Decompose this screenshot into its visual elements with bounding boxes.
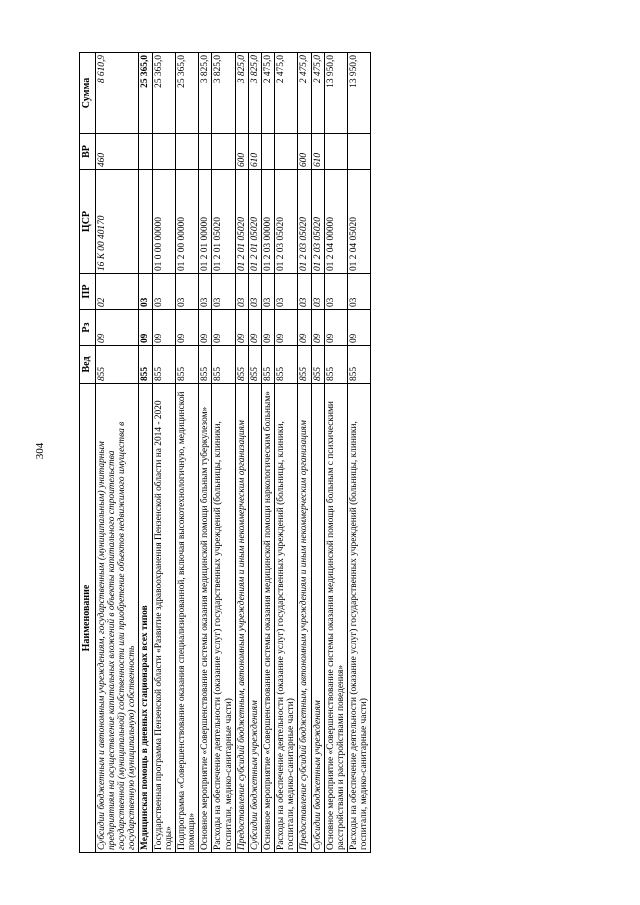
cell-rz: 09: [199, 310, 212, 346]
cell-vea: 855: [298, 346, 311, 384]
budget-table: [79, 52, 371, 853]
cell-pr: 03: [261, 274, 274, 310]
header-name: Наименование: [80, 384, 96, 853]
cell-pr: 03: [199, 274, 212, 310]
cell-pr: 03: [248, 274, 261, 310]
cell-csr: [139, 170, 152, 274]
table-row: [212, 53, 235, 853]
cell-vea: 855: [212, 346, 235, 384]
cell-vr: [348, 134, 371, 170]
cell-csr: 01 2 01 05020: [235, 170, 248, 274]
cell-csr: 01 2 01 05020: [212, 170, 235, 274]
cell-name: Расходы на обеспечение деятельности (оказание услуг) государственных учреждений (больницы, клиники, госпитали, медико-санитарные части): [275, 384, 298, 853]
cell-rz: 09: [275, 310, 298, 346]
cell-name: Основное мероприятие «Совершенствование системы оказания медицинской помощи наркологическим больным»: [261, 384, 274, 853]
cell-pr: 03: [175, 274, 198, 310]
cell-sum: 25 365,0: [152, 53, 175, 134]
table-row: [248, 53, 261, 853]
cell-vea: 855: [324, 346, 347, 384]
cell-vea: 855: [139, 346, 152, 384]
cell-vr: [152, 134, 175, 170]
cell-rz: 09: [261, 310, 274, 346]
cell-pr: 03: [212, 274, 235, 310]
cell-rz: 09: [152, 310, 175, 346]
cell-csr: 01 2 04 00000: [324, 170, 347, 274]
cell-csr: 01 2 03 05020: [311, 170, 324, 274]
cell-pr: 03: [348, 274, 371, 310]
cell-rz: 09: [235, 310, 248, 346]
cell-vr: 600: [235, 134, 248, 170]
cell-vr: [175, 134, 198, 170]
cell-csr: 01 2 03 00000: [261, 170, 274, 274]
cell-sum: 2 475,0: [275, 53, 298, 134]
cell-sum: 3 825,0: [199, 53, 212, 134]
cell-csr: 01 2 03 05020: [298, 170, 311, 274]
header-sum: Сумма: [80, 53, 96, 134]
cell-sum: 3 825,0: [248, 53, 261, 134]
cell-rz: 09: [95, 310, 139, 346]
cell-vea: 855: [248, 346, 261, 384]
cell-rz: 09: [348, 310, 371, 346]
cell-vr: 460: [95, 134, 139, 170]
cell-vr: 610: [311, 134, 324, 170]
cell-csr: 01 2 01 05020: [248, 170, 261, 274]
cell-vea: 855: [261, 346, 274, 384]
cell-vea: 855: [275, 346, 298, 384]
table-row: [298, 53, 311, 853]
table-row: [275, 53, 298, 853]
cell-sum: 3 825,0: [235, 53, 248, 134]
cell-pr: 03: [139, 274, 152, 310]
cell-rz: 09: [324, 310, 347, 346]
table-row: [199, 53, 212, 853]
cell-name: Основное мероприятие «Совершенствование системы оказания медицинской помощи больным туберкулезом»: [199, 384, 212, 853]
page-number: 304: [34, 442, 46, 460]
cell-rz: 09: [139, 310, 152, 346]
header-vea: Вед: [80, 346, 96, 384]
cell-name: Предоставление субсидий бюджетным, автономным учреждениям и иным некоммерческим организациям: [298, 384, 311, 853]
cell-vr: [275, 134, 298, 170]
cell-pr: 03: [235, 274, 248, 310]
table-row: [348, 53, 371, 853]
cell-name: Субсидии бюджетным учреждениям: [248, 384, 261, 853]
table-body: [95, 53, 371, 853]
cell-vea: 855: [152, 346, 175, 384]
cell-name: Расходы на обеспечение деятельности (оказание услуг) государственных учреждений (больницы, клиники, госпитали, медико-санитарные части): [348, 384, 371, 853]
cell-rz: 09: [248, 310, 261, 346]
table-row: [139, 53, 152, 853]
cell-csr: 01 2 03 05020: [275, 170, 298, 274]
header-csr: ЦСР: [80, 170, 96, 274]
table-row: [324, 53, 347, 853]
cell-csr: 01 2 04 05020: [348, 170, 371, 274]
cell-vea: 855: [95, 346, 139, 384]
cell-rz: 09: [298, 310, 311, 346]
cell-sum: 25 365,0: [175, 53, 198, 134]
cell-pr: 03: [298, 274, 311, 310]
budget-table-rotated: [79, 53, 570, 853]
cell-csr: 01 2 00 00000: [175, 170, 198, 274]
cell-pr: 03: [324, 274, 347, 310]
table-row: [175, 53, 198, 853]
cell-sum: 8 610,9: [95, 53, 139, 134]
cell-csr: 01 2 01 00000: [199, 170, 212, 274]
cell-pr: 02: [95, 274, 139, 310]
cell-name: Субсидии бюджетным учреждениям: [311, 384, 324, 853]
cell-vea: 855: [311, 346, 324, 384]
cell-vea: 855: [348, 346, 371, 384]
cell-sum: 2 475,0: [311, 53, 324, 134]
header-vr: ВР: [80, 134, 96, 170]
cell-sum: 25 365,0: [139, 53, 152, 134]
cell-sum: 13 950,0: [348, 53, 371, 134]
table-row: [261, 53, 274, 853]
cell-vr: [199, 134, 212, 170]
cell-name: Основное мероприятие «Совершенствование системы оказания медицинской помощи больным с психическими расстройствами и расстройствами поведения»: [324, 384, 347, 853]
cell-name: Предоставление субсидий бюджетным, автономным учреждениям и иным некоммерческим организациям: [235, 384, 248, 853]
cell-name: Расходы на обеспечение деятельности (оказание услуг) государственных учреждений (больницы, клиники, госпитали, медико-санитарные части): [212, 384, 235, 853]
cell-csr: 01 0 00 00000: [152, 170, 175, 274]
cell-vr: [139, 134, 152, 170]
cell-pr: 03: [311, 274, 324, 310]
table-row: [235, 53, 248, 853]
cell-pr: 03: [275, 274, 298, 310]
cell-vr: [324, 134, 347, 170]
cell-vea: 855: [235, 346, 248, 384]
cell-name: Подпрограмма «Совершенствование оказания специализированной, включая высокотехнологичную, медицинской помощи»: [175, 384, 198, 853]
cell-rz: 09: [175, 310, 198, 346]
cell-sum: 2 475,0: [298, 53, 311, 134]
cell-sum: 13 950,0: [324, 53, 347, 134]
cell-vea: 855: [199, 346, 212, 384]
table-header-row: [80, 53, 96, 853]
table-row: [95, 53, 139, 853]
cell-vr: [261, 134, 274, 170]
cell-vr: 600: [298, 134, 311, 170]
header-rz: Рз: [80, 310, 96, 346]
cell-name: Государственная программа Пензенской области «Развитие здравоохранения Пензенской области на 2014 - 2020 годы»: [152, 384, 175, 853]
table-row: [152, 53, 175, 853]
cell-vr: 610: [248, 134, 261, 170]
cell-vr: [212, 134, 235, 170]
cell-rz: 09: [311, 310, 324, 346]
cell-name: Субсидии бюджетным и автономным учреждениям, государственным (муниципальным) унитарным предприятиям на осуществление капитальных вложений в объекты капитального строительства государственной (муниципальной) собственности или приобретение объектов недвижимого имущества в государственную (муниципальную) собственность: [95, 384, 139, 853]
cell-csr: 16 К 00 40170: [95, 170, 139, 274]
cell-sum: 3 825,0: [212, 53, 235, 134]
cell-vea: 855: [175, 346, 198, 384]
table-row: [311, 53, 324, 853]
cell-rz: 09: [212, 310, 235, 346]
cell-sum: 2 475,0: [261, 53, 274, 134]
header-pr: ПР: [80, 274, 96, 310]
cell-name: Медицинская помощь в дневных стационарах всех типов: [139, 384, 152, 853]
cell-pr: 03: [152, 274, 175, 310]
